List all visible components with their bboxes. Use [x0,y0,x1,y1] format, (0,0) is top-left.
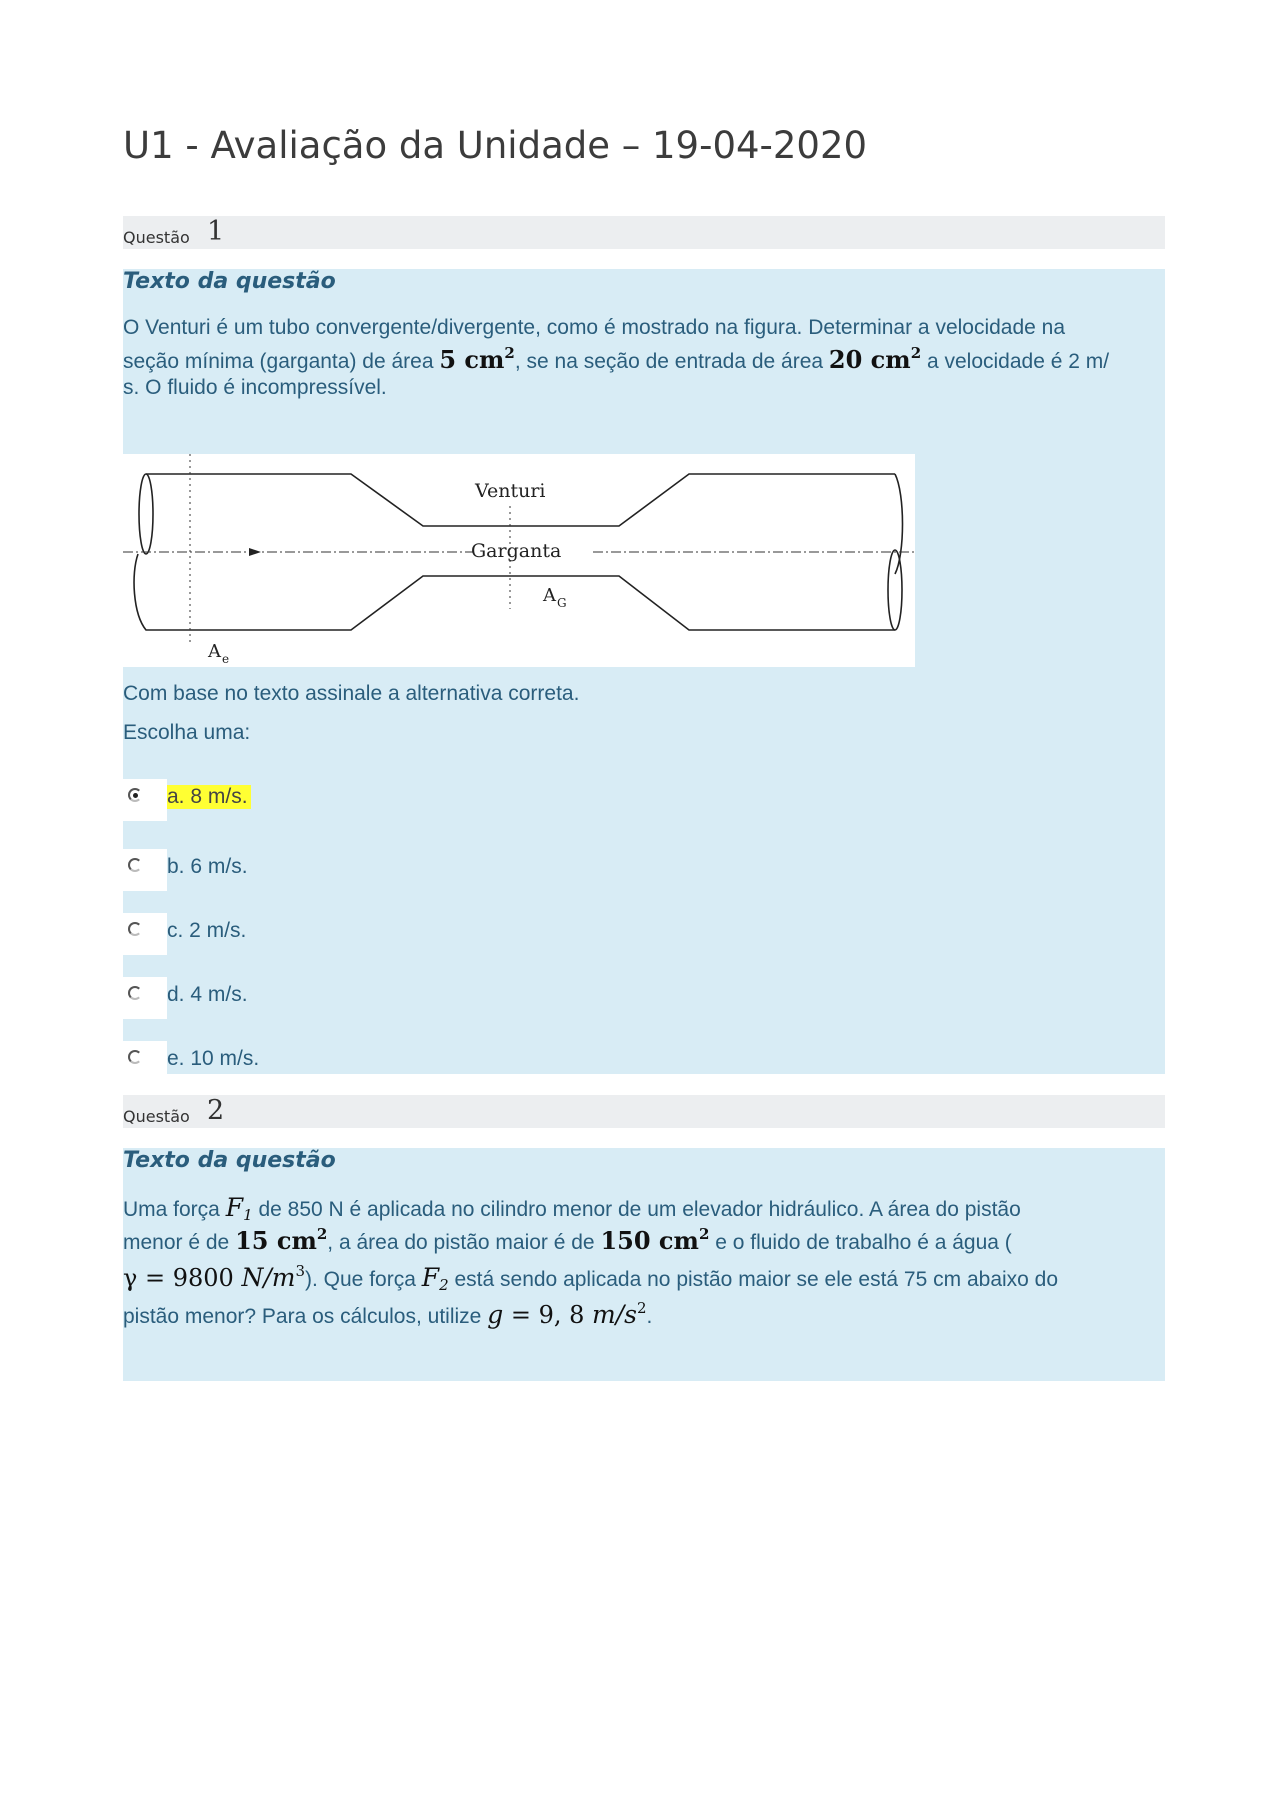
radio-button-checked[interactable] [128,788,142,802]
radio-button[interactable] [128,922,142,936]
question-header-2 [123,1095,1165,1128]
inlet-ellipse [139,474,153,554]
label-venturi: Venturi [475,480,546,502]
question-label: Questão [123,1107,190,1126]
label-garganta: Garganta [471,540,562,562]
option-label[interactable]: c. 2 m/s. [167,919,247,942]
question-text-line-3: γ = 9800 $N/m^3$). Que força $F_2$ está sendo aplicada no pistão maior se ele está 75 cm abaixo do [123,1262,1059,1294]
question-text-line-2: seção mínima (garganta) de área 5 $cm^2$, se na seção de entrada de área 20 $cm^2$ a velocidade é 2 m/ [123,344,1110,374]
math-area-inlet: 20 $cm^2$ [828,344,922,374]
question-heading: Texto da questão [123,269,336,294]
label-ag-sub: G [557,596,567,610]
question-header-1 [123,216,1165,249]
question-heading: Texto da questão [123,1148,336,1173]
option-e[interactable] [123,1041,343,1083]
question-box-1 [123,269,1165,1074]
option-label[interactable]: d. 4 m/s. [167,983,248,1006]
math-f2: $F_2$ [421,1263,449,1294]
venturi-diagram [123,454,915,667]
question-text-line-4: pistão menor? Para os cálculos, utilize g = 9, 8 $m/s^2$. [123,1299,653,1329]
question-number: 1 [207,216,225,247]
question-box-2 [123,1148,1165,1381]
option-c[interactable] [123,913,343,955]
math-area-small-piston: 15 $cm^2$ [235,1225,328,1255]
question-prompt: Com base no texto assinale a alternativa correta. [123,682,580,705]
radio-button[interactable] [128,986,142,1000]
choose-label: Escolha uma: [123,721,251,744]
option-d[interactable] [123,977,343,1019]
outlet-ellipse [888,550,902,630]
radio-button[interactable] [128,858,142,872]
venturi-bottom-outline [134,554,895,630]
question-text-line-1: Uma força $F_1$ de 850 N é aplicada no cilindro menor de um elevador hidráulico. A área do pistão [123,1193,1021,1224]
label-ag: A [543,585,556,606]
label-ae-sub: e [222,652,230,666]
question-text-line-1: O Venturi é um tubo convergente/divergente, como é mostrado na figura. Determinar a velocidade na [123,316,1066,339]
option-label[interactable]: b. 6 m/s. [167,855,248,878]
option-label[interactable]: a. 8 m/s. [167,785,251,809]
question-text-line-2: menor é de 15 $cm^2$, a área do pistão maior é de 150 $cm^2$ e o fluido de trabalho é a água ( [123,1225,1012,1255]
math-area-entrance-throat: 5 $cm^2$ [439,344,515,374]
flow-arrow-icon [249,548,261,556]
question-label: Questão [123,228,190,247]
question-number: 2 [207,1095,225,1126]
option-b[interactable] [123,849,343,891]
radio-button[interactable] [128,1050,142,1064]
math-gravity: g = 9, 8 $m/s^2$ [487,1299,647,1329]
math-f1: $F_1$ [225,1193,253,1224]
option-a[interactable] [123,779,343,821]
math-area-large-piston: 150 $cm^2$ [600,1225,710,1255]
label-ae: A [208,641,221,662]
question-text-line-3: s. O fluido é incompressível. [123,376,387,399]
math-gamma: γ = 9800 $N/m^3$ [123,1262,305,1292]
venturi-figure [123,454,915,667]
option-label[interactable]: e. 10 m/s. [167,1047,260,1070]
page-title: U1 - Avaliação da Unidade – 19-04-2020 [123,124,868,167]
